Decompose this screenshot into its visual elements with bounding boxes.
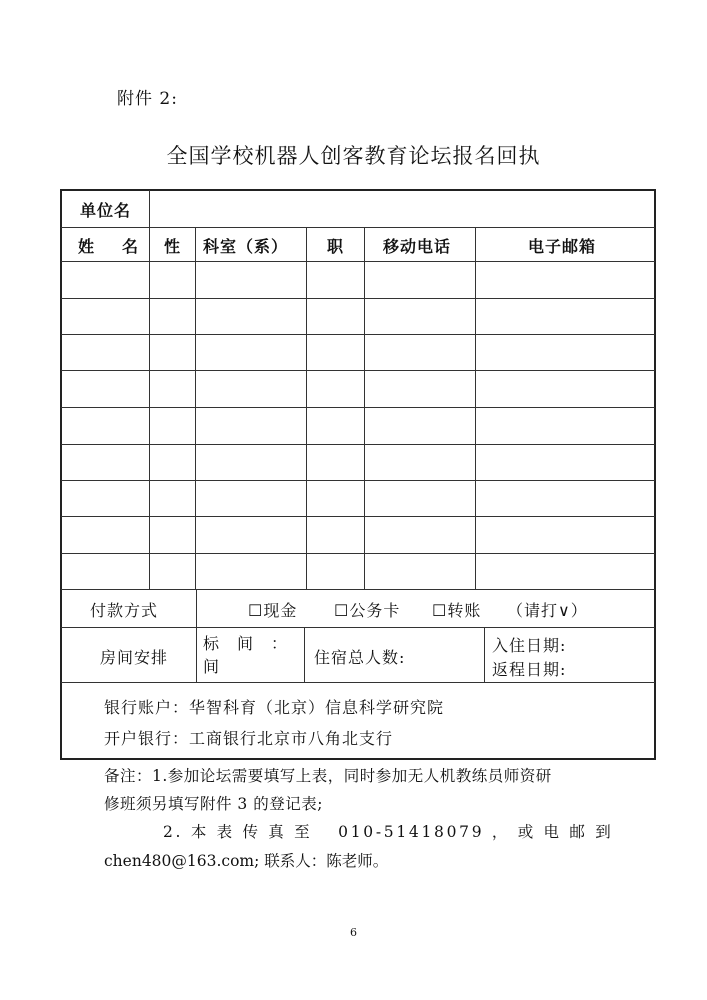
header-email: 电子邮箱 (528, 237, 597, 256)
row-divider (61, 553, 655, 554)
row-divider (61, 370, 655, 371)
row-divider (61, 334, 655, 335)
return-date-label: 返程日期: (492, 660, 567, 679)
column-divider (475, 227, 476, 589)
column-divider (364, 227, 365, 589)
note-line-1: 备注：1.参加论坛需要填写上表，同时参加无人机教练员师资研 (104, 767, 552, 785)
bank-name: 开户银行：工商银行北京市八角北支行 (104, 729, 394, 748)
row-divider (61, 682, 655, 683)
attachment-label: 附件 2: (117, 89, 178, 109)
column-divider (195, 227, 196, 589)
header-gender: 性 (164, 237, 182, 256)
row-divider (61, 589, 655, 590)
row-divider (61, 261, 655, 262)
row-divider (61, 444, 655, 445)
row-divider (61, 227, 655, 228)
note-line-2: 修班须另填写附件 3 的登记表; (104, 795, 323, 813)
bank-account: 银行账户：华智科育（北京）信息科学研究院 (104, 698, 445, 717)
header-position: 职 (327, 237, 345, 256)
row-divider (61, 480, 655, 481)
header-mobile: 移动电话 (383, 237, 452, 256)
payment-method-label: 付款方式 (90, 601, 159, 620)
page-number: 6 (350, 926, 357, 939)
column-divider (306, 227, 307, 589)
column-divider (196, 589, 197, 682)
row-divider (61, 627, 655, 628)
standard-room-unit: 间 (203, 657, 221, 676)
room-arrangement-label: 房间安排 (100, 648, 169, 667)
payment-transfer-option[interactable]: ☐转账 (432, 601, 482, 620)
header-department: 科室（系） (203, 237, 289, 256)
payment-cash-option[interactable]: ☐现金 (248, 601, 298, 620)
checkin-date-label: 入住日期: (492, 636, 567, 655)
total-guests-label: 住宿总人数: (314, 648, 406, 667)
payment-card-option[interactable]: ☐公务卡 (334, 601, 401, 620)
header-name: 姓 名 (78, 237, 145, 256)
unit-name-label: 单位名 (80, 201, 132, 220)
standard-room-label: 标 间 ： (203, 634, 289, 653)
page-title: 全国学校机器人创客教育论坛报名回执 (166, 144, 541, 168)
row-divider (61, 407, 655, 408)
row-divider (61, 298, 655, 299)
column-divider (484, 627, 485, 682)
note-line-3: 2. 本 表 传 真 至 010-51418079 ， 或 电 邮 到 (163, 823, 614, 841)
row-divider (61, 516, 655, 517)
column-divider (304, 627, 305, 682)
payment-hint: （请打∨） (507, 601, 588, 620)
column-divider (149, 190, 150, 589)
note-line-4: chen480@163.com; 联系人：陈老师。 (104, 852, 389, 870)
